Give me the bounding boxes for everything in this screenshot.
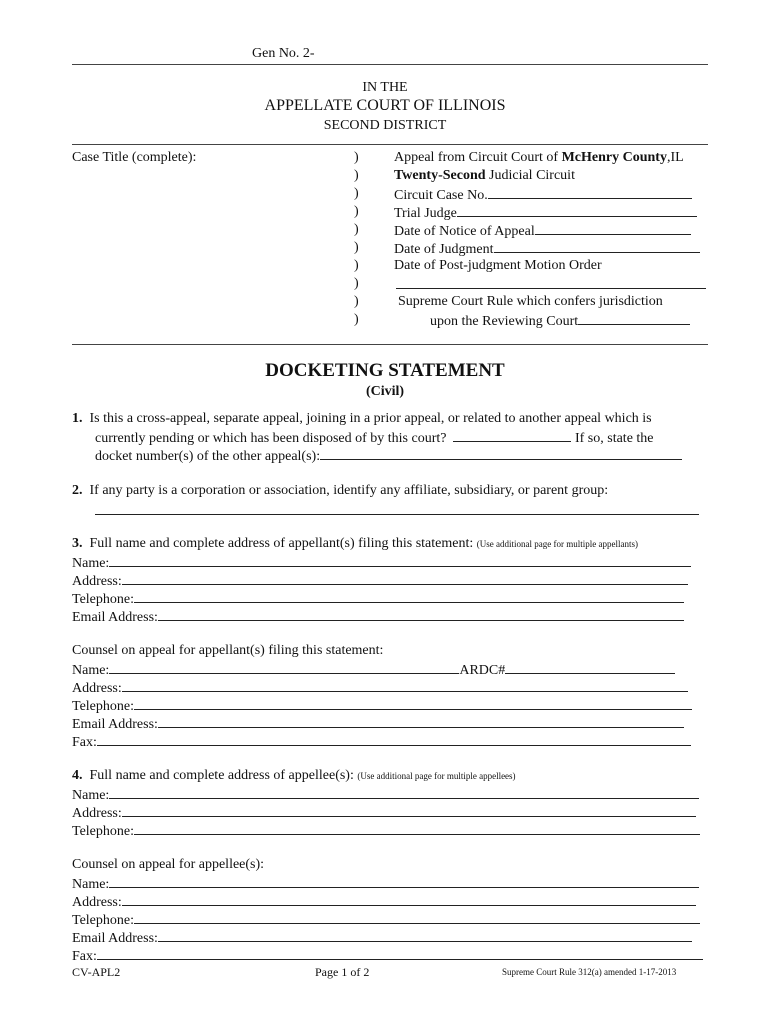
appellee-counsel-address-label: Address: <box>72 895 122 910</box>
gen-no-label: Gen No. 2- <box>252 46 315 61</box>
appellant-email-label: Email Address: <box>72 610 158 625</box>
appellant-counsel-name-label: Name: <box>72 663 110 678</box>
rule-amended: Supreme Court Rule 312(a) amended 1-17-2013 <box>502 967 677 977</box>
caption-paren: ) <box>354 312 359 327</box>
ardc-field[interactable] <box>505 661 675 674</box>
q2-line <box>72 483 608 499</box>
q4-note: (Use additional page for multiple appellees) <box>357 771 516 781</box>
appellee-counsel-address-row <box>72 893 696 911</box>
appellant-telephone-field[interactable] <box>134 590 684 603</box>
appellant-address-row <box>72 572 688 590</box>
court-name: APPELLATE COURT OF ILLINOIS <box>264 97 506 114</box>
q3-text: Full name and complete address of appellant(s) filing this statement: <box>89 536 474 551</box>
appellant-email-field[interactable] <box>158 608 684 621</box>
header-rule-top <box>72 64 708 65</box>
form-id: CV-APL2 <box>72 965 121 979</box>
appellant-telephone-row <box>72 590 684 608</box>
appellant-counsel-fax-label: Fax: <box>72 735 97 750</box>
trial-judge-field[interactable] <box>457 204 697 217</box>
appellee-telephone-row <box>72 822 700 840</box>
q1-text-line2a: currently pending or which has been disposed of by this court? <box>95 431 447 446</box>
appellee-telephone-field[interactable] <box>134 822 700 835</box>
q3-number: 3. <box>72 536 83 551</box>
circuit-name: Twenty-Second <box>394 168 486 183</box>
appellant-counsel-address-row <box>72 679 688 697</box>
appellant-name-label: Name: <box>72 556 110 571</box>
appellant-email-row <box>72 608 684 626</box>
q3-note: (Use additional page for multiple appellants) <box>476 539 638 549</box>
appellant-counsel-email-field[interactable] <box>158 715 684 728</box>
q1-docket-field[interactable] <box>320 447 682 460</box>
caption-rule-top <box>72 144 708 145</box>
appellant-address-label: Address: <box>72 574 122 589</box>
trial-judge-row <box>394 204 697 222</box>
appellant-counsel-telephone-label: Telephone: <box>72 699 134 714</box>
rule-field[interactable] <box>578 312 690 325</box>
caption-paren: ) <box>354 258 359 273</box>
appellee-address-row <box>72 804 696 822</box>
appellee-counsel-fax-label: Fax: <box>72 949 97 964</box>
appellant-counsel-telephone-row <box>72 697 692 715</box>
caption-paren: ) <box>354 204 359 219</box>
circuit-case-no-field[interactable] <box>488 186 692 199</box>
appellee-name-label: Name: <box>72 788 110 803</box>
appellant-name-field[interactable] <box>109 554 691 567</box>
q2-number: 2. <box>72 483 83 498</box>
rule-line1: Supreme Court Rule which confers jurisdiction <box>398 294 663 309</box>
circuit-case-no-row <box>394 186 692 204</box>
appellant-counsel-email-row <box>72 715 684 733</box>
date-notice-field[interactable] <box>535 222 691 235</box>
q4-line <box>72 768 516 784</box>
appellant-address-field[interactable] <box>122 572 688 585</box>
appeal-from-line <box>394 150 684 166</box>
appellant-telephone-label: Telephone: <box>72 592 134 607</box>
appellant-counsel-address-label: Address: <box>72 681 122 696</box>
document-title: DOCKETING STATEMENT <box>265 360 505 381</box>
appellee-counsel-name-field[interactable] <box>109 875 699 888</box>
q3-line <box>72 536 638 552</box>
rule-line2: upon the Reviewing Court <box>430 314 579 329</box>
caption-paren: ) <box>354 222 359 237</box>
caption-paren: ) <box>354 240 359 255</box>
appellee-counsel-email-field[interactable] <box>158 929 692 942</box>
appellee-counsel-telephone-field[interactable] <box>134 911 700 924</box>
appellant-counsel-telephone-field[interactable] <box>134 697 692 710</box>
caption-paren: ) <box>354 150 359 165</box>
appellee-counsel-email-label: Email Address: <box>72 931 158 946</box>
date-judgment-row <box>394 240 700 258</box>
caption-paren: ) <box>354 294 359 309</box>
q1-text-line1: Is this a cross-appeal, separate appeal, joining in a prior appeal, or related to another appeal which is <box>89 411 652 426</box>
circuit-line <box>394 168 575 184</box>
date-notice-row <box>394 222 691 240</box>
appellee-counsel-telephone-row <box>72 911 700 929</box>
appellee-address-label: Address: <box>72 806 122 821</box>
document-subtitle: (Civil) <box>365 384 405 399</box>
date-notice-label: Date of Notice of Appeal <box>394 224 535 239</box>
district-label: SECOND DISTRICT <box>323 118 447 133</box>
q1-text-line2b: If so, state the <box>574 431 654 446</box>
appellant-counsel-email-label: Email Address: <box>72 717 158 732</box>
appellee-counsel-telephone-label: Telephone: <box>72 913 134 928</box>
rule-row <box>430 312 690 330</box>
appellee-name-field[interactable] <box>109 786 699 799</box>
q2-text: If any party is a corporation or association, identify any affiliate, subsidiary, or parent group: <box>89 483 609 498</box>
county-name: McHenry County <box>561 150 667 165</box>
appellant-counsel-heading: Counsel on appeal for appellant(s) filing this statement: <box>72 643 384 658</box>
caption-rule-bottom <box>72 344 708 345</box>
appellee-address-field[interactable] <box>122 804 696 817</box>
appellee-counsel-name-row <box>72 875 699 893</box>
date-post-field[interactable] <box>396 276 706 289</box>
appellee-counsel-fax-field[interactable] <box>97 947 703 960</box>
q2-field[interactable] <box>95 502 699 515</box>
q1-text-line3: docket number(s) of the other appeal(s): <box>95 449 321 464</box>
caption-paren: ) <box>354 186 359 201</box>
date-judgment-label: Date of Judgment <box>394 242 494 257</box>
appellee-counsel-email-row <box>72 929 692 947</box>
ardc-label: ARDC# <box>459 663 506 678</box>
caption-paren: ) <box>354 168 359 183</box>
appellant-name-row <box>72 554 691 572</box>
q1-line1 <box>72 411 652 427</box>
appeal-from-prefix: Appeal from Circuit Court of <box>394 150 562 165</box>
q1-number: 1. <box>72 411 83 426</box>
circuit-rest: Judicial Circuit <box>485 168 575 183</box>
date-judgment-field[interactable] <box>494 240 700 253</box>
page-number: Page 1 of 2 <box>315 965 370 979</box>
in-the-label: IN THE <box>362 80 408 95</box>
appeal-from-suffix: ,IL <box>666 150 684 165</box>
appellant-counsel-name-field[interactable] <box>109 661 459 674</box>
date-post-label: Date of Post-judgment Motion Order <box>394 258 602 273</box>
q4-text: Full name and complete address of appellee(s): <box>89 768 354 783</box>
appellant-counsel-fax-field[interactable] <box>97 733 691 746</box>
appellee-counsel-heading: Counsel on appeal for appellee(s): <box>72 857 265 872</box>
circuit-case-no-label: Circuit Case No. <box>394 188 488 203</box>
appellee-counsel-fax-row <box>72 947 703 965</box>
q1-line2 <box>95 429 654 447</box>
trial-judge-label: Trial Judge <box>394 206 457 221</box>
case-title-label: Case Title (complete): <box>72 150 197 165</box>
appellee-counsel-name-label: Name: <box>72 877 110 892</box>
appellee-telephone-label: Telephone: <box>72 824 134 839</box>
appellee-name-row <box>72 786 699 804</box>
appellee-counsel-address-field[interactable] <box>122 893 696 906</box>
caption-paren: ) <box>354 276 359 291</box>
appellant-counsel-name-row <box>72 661 675 679</box>
q4-number: 4. <box>72 768 83 783</box>
q1-yesno-field[interactable] <box>453 429 571 442</box>
appellant-counsel-fax-row <box>72 733 691 751</box>
appellant-counsel-address-field[interactable] <box>122 679 688 692</box>
q1-line3 <box>95 447 682 465</box>
